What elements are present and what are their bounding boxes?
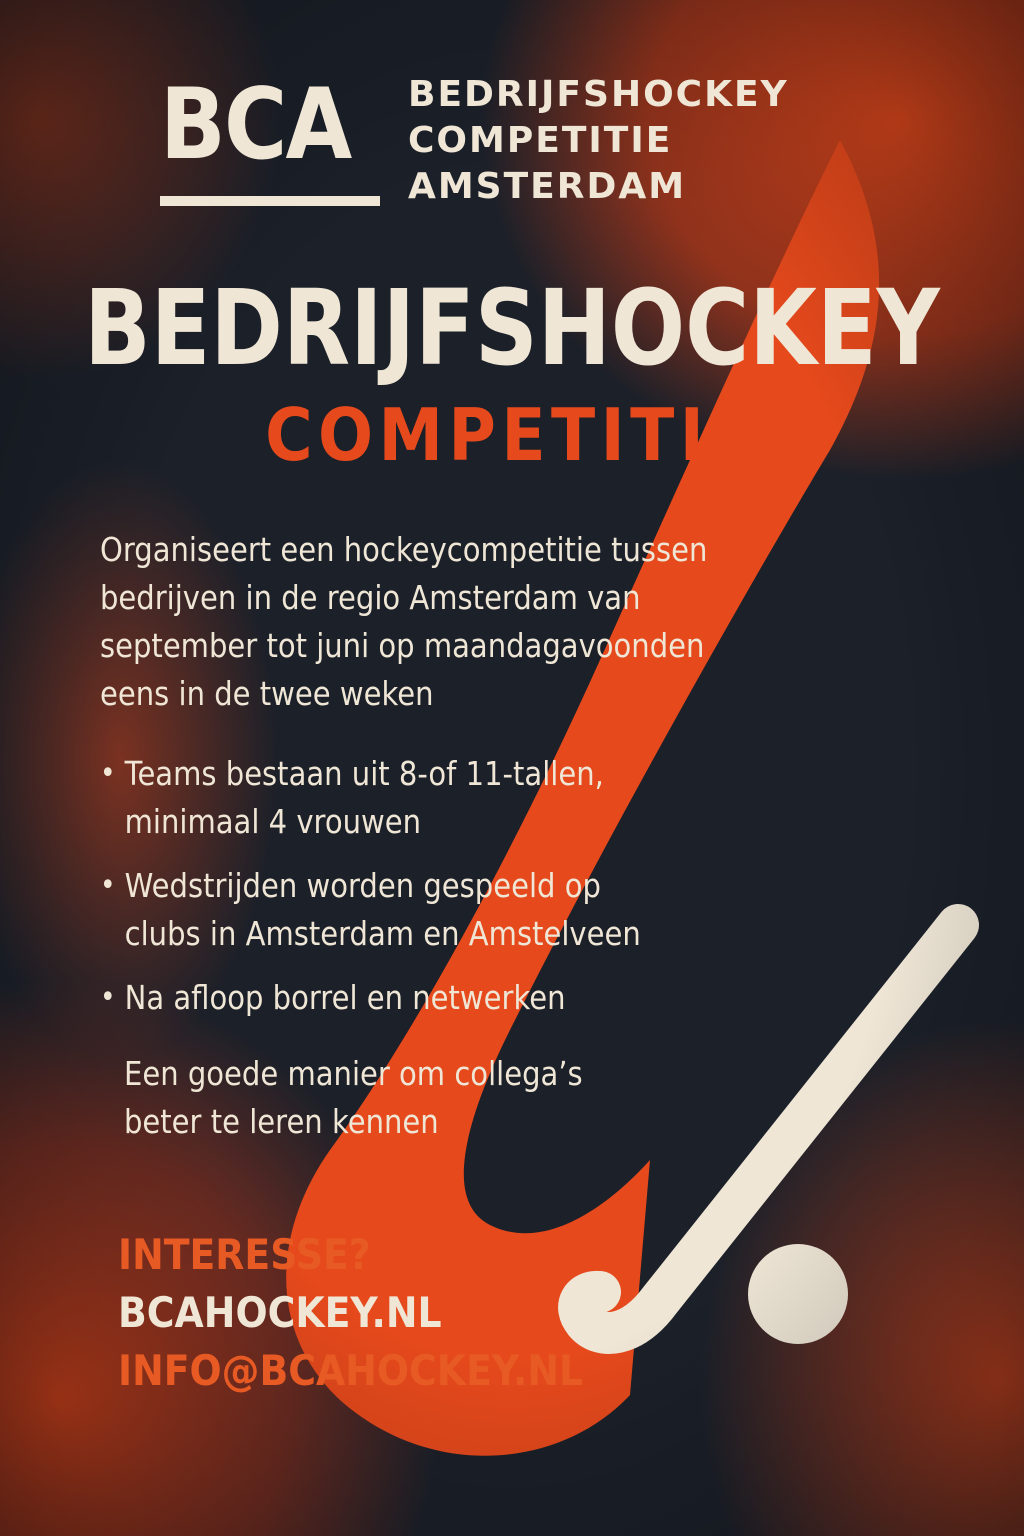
call-to-action	[118, 1226, 748, 1400]
intro-line: september tot juni op maandagavoonden	[100, 626, 705, 665]
intro-paragraph	[100, 526, 786, 718]
bullet-line: clubs in Amsterdam en Amstelveen	[124, 914, 641, 953]
logo-text	[408, 72, 848, 210]
intro-line: bedrijven in de regio Amsterdam van	[100, 578, 641, 617]
logo-text-line: COMPETITIE	[408, 120, 673, 161]
bullet-item	[100, 750, 769, 846]
subheadline: COMPETITIE	[265, 393, 759, 477]
intro-line: eens in de twee weken	[100, 674, 434, 713]
intro-line: Organiseert een hockeycompetitie tussen	[100, 530, 708, 569]
bullet-dot: •	[100, 756, 116, 791]
closing-line: beter te leren kennen	[124, 1102, 439, 1141]
bullet-line: Teams bestaan uit 8-of 11-tallen,	[124, 754, 604, 793]
headline: BEDRIJFSHOCKEY	[84, 267, 940, 389]
closing-line: Een goede manier om collega’s	[124, 1054, 583, 1093]
closing-text	[124, 1050, 740, 1146]
bullet-dot: •	[100, 868, 116, 903]
logo-underline	[160, 196, 380, 206]
logo-text-line: BEDRIJFSHOCKEY	[408, 74, 789, 115]
bullet-item	[100, 862, 769, 958]
cta-website-link[interactable]: BCAHOCKEY.NL	[118, 1288, 442, 1337]
bullet-item	[100, 974, 769, 1022]
logo-mark: BCA	[160, 68, 351, 182]
bullet-line: minimaal 4 vrouwen	[124, 802, 422, 841]
bullet-dot: •	[100, 980, 116, 1015]
bullet-line: Na afloop borrel en netwerken	[124, 978, 566, 1017]
cta-email-link[interactable]: INFO@BCAHOCKEY.NL	[118, 1346, 584, 1395]
bullet-line: Wedstrijden worden gespeeld op	[124, 866, 601, 905]
logo-text-line: AMSTERDAM	[408, 166, 687, 207]
cta-question: INTERESSE?	[118, 1230, 371, 1279]
bullet-list	[100, 750, 769, 1038]
